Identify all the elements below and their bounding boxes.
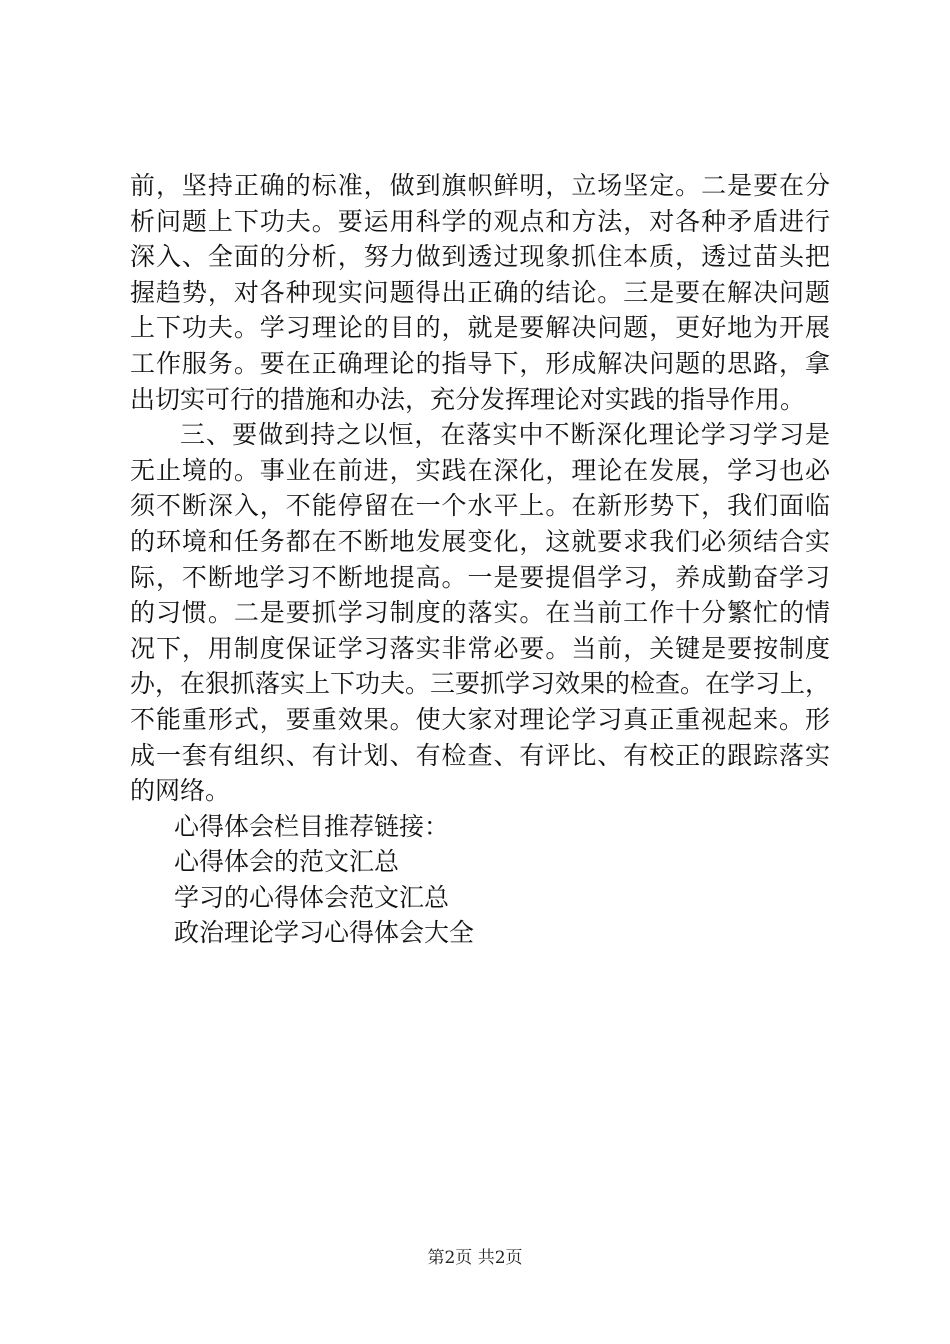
paragraph-line: 成一套有组织、有计划、有检查、有评比、有校正的跟踪落实 — [130, 740, 830, 770]
recommended-link[interactable]: 政治理论学习心得体会大全 — [174, 918, 475, 948]
paragraph-line: 况下，用制度保证学习落实非常必要。当前，关键是要按制度 — [130, 633, 830, 663]
section-heading-line: 三、要做到持之以恒，在落实中不断深化理论学习学习是 — [180, 420, 830, 450]
paragraph-line: 工作服务。要在正确理论的指导下，形成解决问题的思路，拿 — [130, 348, 830, 378]
paragraph-line: 上下功夫。学习理论的目的，就是要解决问题，更好地为开展 — [130, 313, 830, 343]
paragraph-line: 的习惯。二是要抓学习制度的落实。在当前工作十分繁忙的情 — [130, 598, 830, 628]
paragraph-line: 深入、全面的分析，努力做到透过现象抓住本质，透过苗头把 — [130, 242, 830, 272]
paragraph-line: 的环境和任务都在不断地发展变化，这就要求我们必须结合实 — [130, 526, 830, 556]
page-number-footer: 第2页 共2页 — [427, 1248, 523, 1268]
paragraph-line: 办，在狠抓落实上下功夫。三要抓学习效果的检查。在学习上， — [130, 669, 830, 699]
paragraph-line: 际，不断地学习不断地提高。一是要提倡学习，养成勤奋学习 — [130, 562, 830, 592]
paragraph-line: 无止境的。事业在前进，实践在深化，理论在发展，学习也必 — [130, 455, 830, 485]
paragraph-line: 的网络。 — [130, 776, 231, 806]
paragraph-line: 出切实可行的措施和办法，充分发挥理论对实践的指导作用。 — [130, 384, 806, 414]
paragraph-line: 握趋势，对各种现实问题得出正确的结论。三是要在解决问题 — [130, 277, 830, 307]
paragraph-line: 前，坚持正确的标准，做到旗帜鲜明，立场坚定。二是要在分 — [130, 171, 830, 200]
recommended-links-heading: 心得体会栏目推荐链接： — [174, 811, 450, 841]
recommended-link[interactable]: 学习的心得体会范文汇总 — [174, 882, 450, 912]
paragraph-line: 析问题上下功夫。要运用科学的观点和方法，对各种矛盾进行 — [130, 206, 830, 236]
paragraph-line: 不能重形式，要重效果。使大家对理论学习真正重视起来。形 — [130, 704, 830, 734]
recommended-link[interactable]: 心得体会的范文汇总 — [174, 847, 400, 877]
paragraph-line: 须不断深入，不能停留在一个水平上。在新形势下，我们面临 — [130, 491, 830, 521]
document-body — [130, 168, 830, 951]
